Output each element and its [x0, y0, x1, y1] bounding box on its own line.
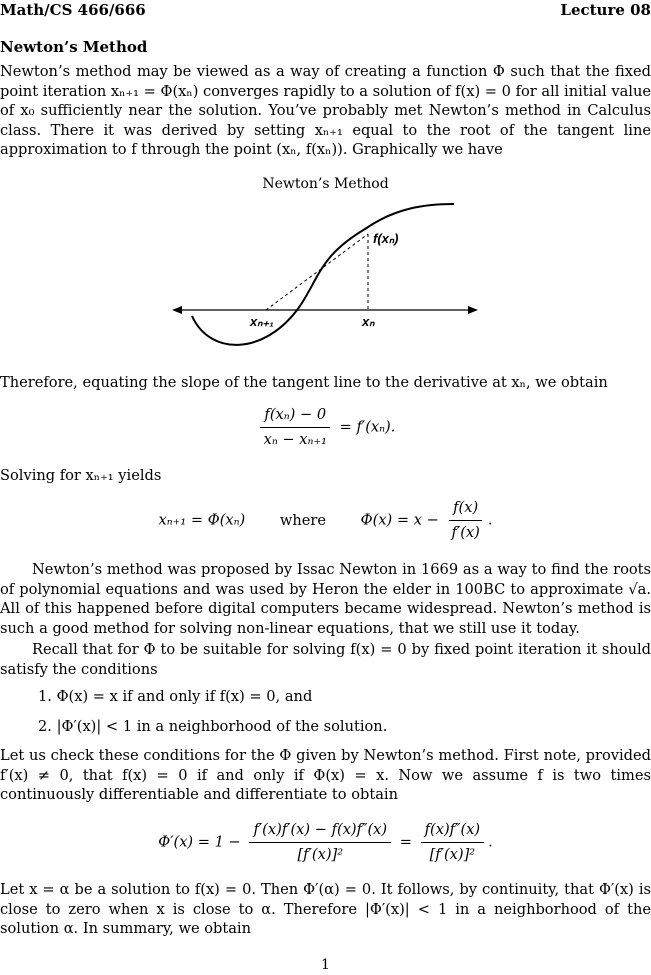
slope-equation: [0, 405, 651, 450]
label-f-of-xn: f(xₙ): [373, 231, 399, 246]
figure-title: Newton’s Method: [262, 176, 389, 192]
final-paragraph: Let x = α be a solution to f(x) = 0. Then Φ′(α) = 0. It follows, by continuity, that Φ′(x) is close to zero when x is close to α. Therefore |Φ′(x)| < 1 in a neighborhood of the solution α. In summary, we obtain: [0, 881, 651, 938]
intro-paragraph: Newton’s method may be viewed as a way of creating a function Φ such that the fixed point iteration xₙ₊₁ = Φ(xₙ) converges rapidly to a solution of f(x) = 0 for all initial value of x₀ sufficiently near the solution. You’ve probably met Newton’s method in Calculus class. There it was derived by setting xₙ₊₁ equal to the root of the tangent line approximation to f through the point (xₙ, f(xₙ)). Graphically we have: [0, 63, 651, 159]
slope-rhs: = f′(xₙ).: [339, 418, 396, 436]
tangent-line: [266, 234, 368, 310]
newton-method-figure: [170, 196, 480, 356]
iteration-lhs: xₙ₊₁ = Φ(xₙ): [158, 511, 246, 529]
phi-derivative-fraction-1: [249, 820, 391, 865]
recall-paragraph: Recall that for Φ to be suitable for solving f(x) = 0 by fixed point iteration it should satisfy the conditions: [0, 641, 651, 678]
phi-derivative-numerator-2: f(x)f″(x): [421, 820, 485, 843]
function-curve: [192, 204, 454, 345]
phi-derivative-fraction-2: [421, 820, 485, 865]
phi-numerator: f(x): [449, 498, 482, 521]
solving-paragraph: Solving for xₙ₊₁ yields: [0, 467, 162, 484]
phi-derivative-end: .: [488, 833, 493, 851]
page-number: 1: [321, 957, 330, 973]
condition-item-1: 1. Φ(x) = x if and only if f(x) = 0, and: [38, 688, 313, 705]
lecture-header: Lecture 08: [560, 1, 651, 19]
check-paragraph: Let us check these conditions for the Φ given by Newton’s method. First note, provided f′(x) ≠ 0, that f(x) = 0 if and only if Φ(x) = x. Now we assume f is two times continuously differentiable and differentiate to obtain: [0, 747, 651, 804]
slope-fraction: [260, 405, 331, 450]
where-word: where: [279, 511, 327, 529]
phi-definition: Φ(x) = x −: [360, 511, 439, 529]
slope-denominator: xₙ − xₙ₊₁: [263, 431, 327, 448]
label-x-n-plus-1: xₙ₊₁: [250, 314, 274, 329]
phi-fraction: [447, 498, 483, 543]
slope-numerator: f(xₙ) − 0: [260, 405, 330, 428]
history-paragraph: Newton’s method was proposed by Issac Newton in 1669 as a way to find the roots of polynomial equations and was used by Heron the elder in 100BC to approximate √a. All of this happened before digital computers became widespread. Newton’s method is such a good method for solving non-linear equations, that we still use it today.: [0, 561, 651, 637]
section-title: Newton’s Method: [0, 38, 148, 56]
x-axis-right-arrow: [468, 306, 478, 314]
phi-end: .: [487, 511, 493, 529]
condition-item-2: 2. |Φ′(x)| < 1 in a neighborhood of the solution.: [38, 718, 388, 735]
phi-derivative-equals: =: [399, 833, 412, 851]
therefore-paragraph: Therefore, equating the slope of the tangent line to the derivative at xₙ, we obtain: [0, 374, 608, 391]
phi-derivative-denominator-2: [f′(x)]²: [429, 846, 476, 863]
phi-derivative-numerator-1: f′(x)f′(x) − f(x)f″(x): [249, 820, 391, 843]
phi-denominator: f′(x): [451, 524, 480, 541]
phi-derivative-lhs: Φ′(x) = 1 −: [158, 833, 241, 851]
label-x-n: xₙ: [362, 314, 375, 329]
course-header: Math/CS 466/666: [0, 1, 146, 19]
x-axis-left-arrow: [172, 306, 182, 314]
newton-iteration-equation: [0, 498, 651, 543]
phi-derivative-equation: [0, 820, 651, 865]
phi-derivative-denominator-1: [f′(x)]²: [297, 846, 344, 863]
